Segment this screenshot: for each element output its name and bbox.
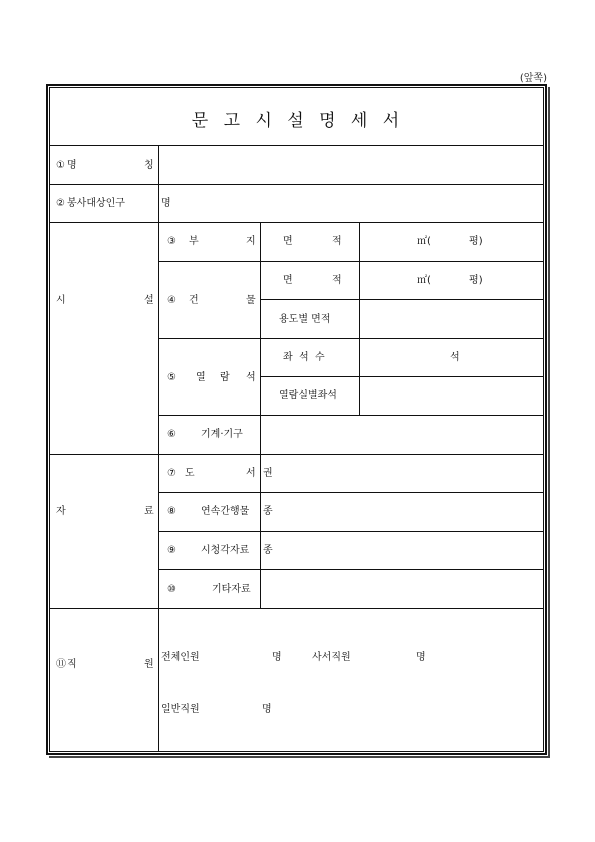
population-label: 봉사대상인구 xyxy=(67,198,125,209)
divider xyxy=(158,338,544,339)
av-unit: 종 xyxy=(263,545,273,556)
row-num-av: ⑨ xyxy=(167,545,176,556)
divider xyxy=(50,454,544,455)
divider xyxy=(158,261,544,262)
facility-label-b: 설 xyxy=(144,295,154,306)
serials-label: 연속간행물 xyxy=(201,506,250,517)
population-unit: 명 xyxy=(161,198,171,209)
staff-label-a: 직 xyxy=(67,659,77,670)
books-label-b: 서 xyxy=(246,468,256,479)
row-num-reading: ⑤ xyxy=(167,372,176,383)
row-num-other: ⑩ xyxy=(167,584,176,595)
building-area-unit: ㎡( 평) xyxy=(417,275,483,286)
name-label-a: 명 xyxy=(67,160,77,171)
facility-statement-form xyxy=(49,87,544,752)
row-num-serials: ⑧ xyxy=(167,506,176,517)
divider xyxy=(158,492,544,493)
row-num-building: ④ xyxy=(167,295,176,306)
materials-label-a: 자 xyxy=(56,506,66,517)
divider xyxy=(260,376,544,377)
divider xyxy=(359,222,360,261)
books-unit: 권 xyxy=(263,468,273,479)
books-label-a: 도 xyxy=(185,468,195,479)
general-staff-label: 일반직원 xyxy=(161,704,200,715)
librarian-staff-label: 사서직원 xyxy=(312,652,351,663)
row-num-name: ① xyxy=(56,160,65,171)
row-num-equipment: ⑥ xyxy=(167,429,176,440)
site-area-unit: ㎡( 평) xyxy=(417,236,483,247)
row-num-population: ② xyxy=(56,198,65,209)
building-sub-a: 면 xyxy=(283,275,293,286)
divider xyxy=(50,145,544,146)
page-side-label: (앞쪽) xyxy=(519,73,547,84)
site-label-a: 부 xyxy=(189,236,199,247)
divider xyxy=(158,569,544,570)
site-sub-a: 면 xyxy=(283,236,293,247)
divider xyxy=(260,222,261,608)
total-staff-label: 전체인원 xyxy=(161,652,200,663)
equipment-label: 기계·기구 xyxy=(201,429,243,440)
building-label-b: 물 xyxy=(246,295,256,306)
serials-unit: 종 xyxy=(263,506,273,517)
usage-area-label: 용도별 면적 xyxy=(279,314,331,325)
form-title: 문 고 시 설 명 세 서 xyxy=(191,111,402,131)
seats-label: 좌 석 수 xyxy=(283,352,325,363)
divider xyxy=(158,531,544,532)
general-staff-unit: 명 xyxy=(262,704,272,715)
site-sub-b: 적 xyxy=(332,236,342,247)
row-num-staff: ⑪ xyxy=(56,659,66,670)
site-label-b: 지 xyxy=(246,236,256,247)
other-label: 기타자료 xyxy=(212,584,251,595)
staff-label-b: 원 xyxy=(144,659,154,670)
librarian-staff-unit: 명 xyxy=(416,652,426,663)
reading-label-c: 석 xyxy=(246,372,256,383)
av-label: 시청각자료 xyxy=(201,545,250,556)
row-num-site: ③ xyxy=(167,236,176,247)
divider xyxy=(158,415,544,416)
seats-unit: 석 xyxy=(450,352,460,363)
name-label-b: 칭 xyxy=(144,160,154,171)
row-num-books: ⑦ xyxy=(167,468,176,479)
building-label-a: 건 xyxy=(189,295,199,306)
total-staff-unit: 명 xyxy=(272,652,282,663)
building-sub-b: 적 xyxy=(332,275,342,286)
divider xyxy=(50,222,544,223)
divider xyxy=(260,299,544,300)
per-room-seats-label: 열람실별좌석 xyxy=(279,390,337,401)
divider xyxy=(50,608,544,609)
facility-label-a: 시 xyxy=(56,295,66,306)
divider xyxy=(158,145,159,752)
divider xyxy=(359,261,360,415)
reading-label-a: 열 xyxy=(196,372,206,383)
divider xyxy=(50,184,544,185)
materials-label-b: 료 xyxy=(144,506,154,517)
reading-label-b: 람 xyxy=(220,372,230,383)
